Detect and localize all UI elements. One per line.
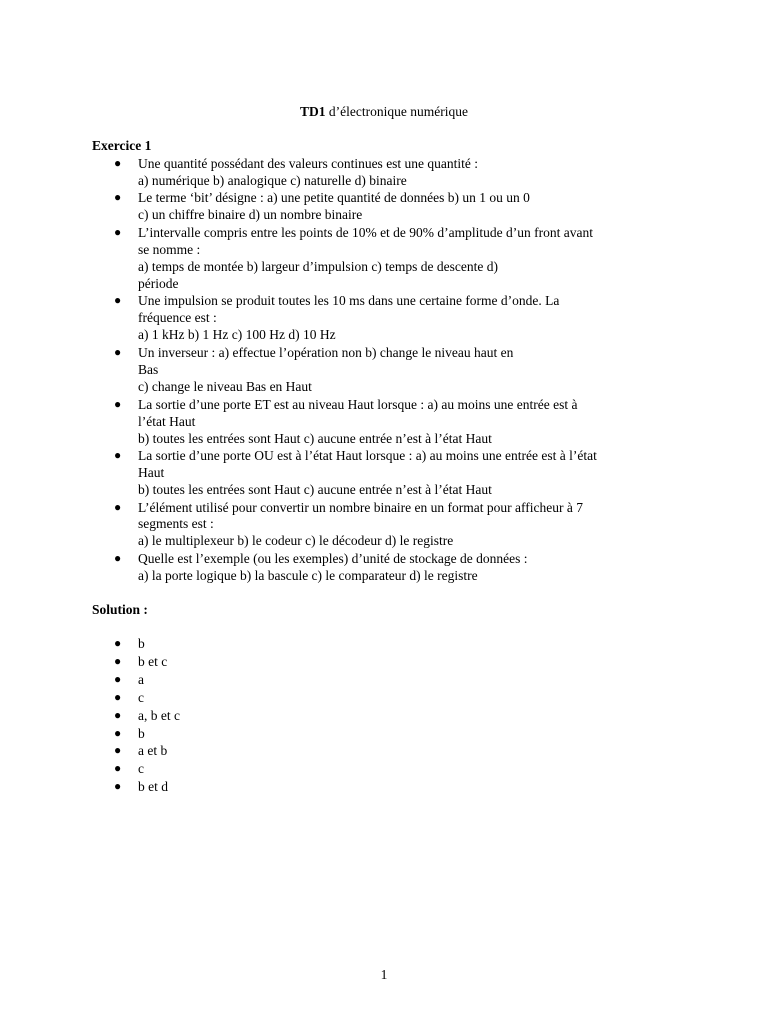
page-number: 1 <box>380 967 388 982</box>
question-options: c) un chiffre binaire d) un nombre binaire <box>138 207 363 222</box>
answer-text: c <box>138 761 144 776</box>
question-options: a) le multiplexeur b) le codeur c) le décodeur d) le registre <box>138 533 454 548</box>
page-title <box>0 103 768 120</box>
answer-text: b <box>138 726 145 741</box>
question-options: b) toutes les entrées sont Haut c) aucune entrée n’est à l’état Haut <box>138 482 492 497</box>
answer-text: a, b et c <box>138 708 180 723</box>
question-text: Une quantité possédant des valeurs continues est une quantité : <box>138 156 479 171</box>
bullet-icon: ● <box>114 654 122 668</box>
bullet-icon: ● <box>114 190 122 204</box>
question-text: L’élément utilisé pour convertir un nombre binaire en un format pour afficheur à 7 <box>138 500 583 515</box>
bullet-icon: ● <box>114 225 122 239</box>
bullet-icon: ● <box>114 345 122 359</box>
bullet-icon: ● <box>114 551 122 565</box>
question-text: fréquence est : <box>138 310 217 325</box>
question-text: se nomme : <box>138 242 201 257</box>
question-text: Quelle est l’exemple (ou les exemples) d’unité de stockage de données : <box>138 551 528 566</box>
bullet-icon: ● <box>114 636 122 650</box>
page-title-bold: TD1 <box>300 104 326 119</box>
exercise-heading: Exercice 1 <box>92 138 152 153</box>
question-options: a) la porte logique b) la bascule c) le comparateur d) le registre <box>138 568 478 583</box>
question-options: a) temps de montée b) largeur d’impulsion c) temps de descente d) <box>138 259 499 274</box>
solution-heading: Solution : <box>92 602 148 617</box>
question-text: segments est : <box>138 516 214 531</box>
bullet-icon: ● <box>114 156 122 170</box>
question-text: Une impulsion se produit toutes les 10 ms dans une certaine forme d’onde. La <box>138 293 560 308</box>
answer-text: b et d <box>138 779 168 794</box>
answer-text: b <box>138 636 145 651</box>
question-options: b) toutes les entrées sont Haut c) aucune entrée n’est à l’état Haut <box>138 431 492 446</box>
question-text: Un inverseur : a) effectue l’opération non b) change le niveau haut en <box>138 345 514 360</box>
bullet-icon: ● <box>114 397 122 411</box>
question-options: Bas <box>138 362 159 377</box>
bullet-icon: ● <box>114 690 122 704</box>
question-text: Le terme ‘bit’ désigne : a) une petite quantité de données b) un 1 ou un 0 <box>138 190 530 205</box>
question-text: La sortie d’une porte ET est au niveau Haut lorsque : a) au moins une entrée est à <box>138 397 578 412</box>
question-options: a) 1 kHz b) 1 Hz c) 100 Hz d) 10 Hz <box>138 327 336 342</box>
bullet-icon: ● <box>114 500 122 514</box>
bullet-icon: ● <box>114 761 122 775</box>
question-options: a) numérique b) analogique c) naturelle d) binaire <box>138 173 407 188</box>
question-text: L’intervalle compris entre les points de 10% et de 90% d’amplitude d’un front avant <box>138 225 593 240</box>
question-text: Haut <box>138 465 165 480</box>
page-title-rest: d’électronique numérique <box>325 104 468 119</box>
bullet-icon: ● <box>114 672 122 686</box>
question-options: c) change le niveau Bas en Haut <box>138 379 312 394</box>
answer-text: a et b <box>138 743 168 758</box>
bullet-icon: ● <box>114 448 122 462</box>
question-text: La sortie d’une porte OU est à l’état Haut lorsque : a) au moins une entrée est à l’état <box>138 448 597 463</box>
bullet-icon: ● <box>114 779 122 793</box>
question-options: période <box>138 276 179 291</box>
bullet-icon: ● <box>114 726 122 740</box>
bullet-icon: ● <box>114 708 122 722</box>
bullet-icon: ● <box>114 743 122 757</box>
answer-text: b et c <box>138 654 168 669</box>
answer-text: c <box>138 690 144 705</box>
question-text: l’état Haut <box>138 414 196 429</box>
bullet-icon: ● <box>114 293 122 307</box>
answer-text: a <box>138 672 144 687</box>
